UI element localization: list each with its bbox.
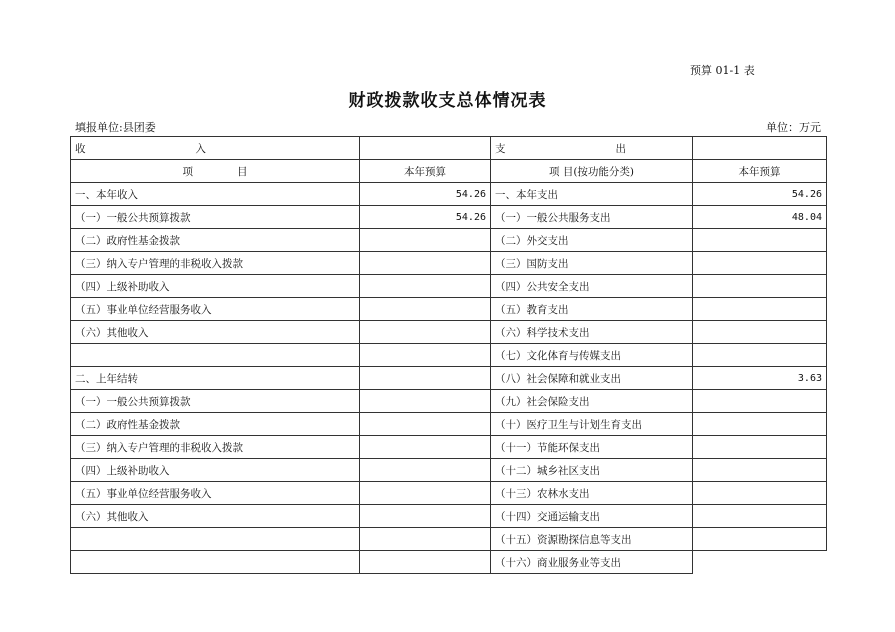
- income-item-cell: （一）一般公共预算拨款: [71, 206, 360, 229]
- income-budget-cell: [360, 528, 491, 551]
- expense-item-cell: （十）医疗卫生与计划生育支出: [491, 413, 693, 436]
- expense-budget-cell: [693, 252, 827, 275]
- expense-budget-cell: [693, 298, 827, 321]
- income-budget-cell: [360, 321, 491, 344]
- header-expense: [491, 137, 693, 160]
- expense-budget-cell: [693, 528, 827, 551]
- expense-budget-cell: [693, 390, 827, 413]
- expense-budget-cell: [693, 505, 827, 528]
- income-budget-cell: [360, 413, 491, 436]
- header-row-columns: [71, 160, 827, 183]
- header-income: [71, 137, 360, 160]
- budget-table: [70, 136, 827, 574]
- income-budget-cell: [360, 459, 491, 482]
- header-item-char2: 目: [237, 165, 248, 178]
- income-item-cell: （二）政府性基金拨款: [71, 413, 360, 436]
- expense-budget-cell: [693, 413, 827, 436]
- header-expense-char1: 支: [495, 142, 506, 155]
- expense-item-cell: （十一）节能环保支出: [491, 436, 693, 459]
- expense-budget-cell: 3.63: [693, 367, 827, 390]
- expense-budget-cell: [693, 275, 827, 298]
- expense-budget-cell: [693, 436, 827, 459]
- header-income-char1: 收: [75, 142, 86, 155]
- expense-item-cell: （十三）农林水支出: [491, 482, 693, 505]
- table-row: [71, 413, 827, 436]
- table-row: [71, 390, 827, 413]
- income-item-cell: [71, 528, 360, 551]
- income-budget-cell: [360, 298, 491, 321]
- table-row: [71, 298, 827, 321]
- header-item: [71, 160, 360, 183]
- currency-unit: 单位：万元: [766, 121, 821, 134]
- expense-item-cell: （十六）商业服务业等支出: [491, 551, 693, 574]
- table-row: [71, 367, 827, 390]
- table-row: [71, 206, 827, 229]
- table-row: [71, 482, 827, 505]
- expense-item-cell: （十四）交通运输支出: [491, 505, 693, 528]
- header-budget-2: 本年预算: [693, 160, 827, 183]
- header-expense-char2: 出: [615, 142, 626, 155]
- header-row-income-expense: [71, 137, 827, 160]
- table-row: [71, 459, 827, 482]
- income-item-cell: [71, 551, 360, 574]
- header-expense-blank: [693, 137, 827, 160]
- income-item-cell: （四）上级补助收入: [71, 459, 360, 482]
- expense-item-cell: 一、本年支出: [491, 183, 693, 206]
- expense-budget-cell: [693, 551, 827, 574]
- expense-item-cell: （三）国防支出: [491, 252, 693, 275]
- income-item-cell: （二）政府性基金拨款: [71, 229, 360, 252]
- filling-unit: 填报单位:县团委: [75, 121, 156, 134]
- income-item-cell: 二、上年结转: [71, 367, 360, 390]
- expense-budget-cell: [693, 459, 827, 482]
- expense-budget-cell: 54.26: [693, 183, 827, 206]
- table-row: [71, 229, 827, 252]
- form-number: 预算 01-1 表: [690, 64, 755, 77]
- income-item-cell: （三）纳入专户管理的非税收入拨款: [71, 252, 360, 275]
- income-budget-cell: 54.26: [360, 183, 491, 206]
- income-budget-cell: [360, 275, 491, 298]
- income-budget-cell: [360, 390, 491, 413]
- header-item-char1: 项: [182, 165, 193, 178]
- income-budget-cell: [360, 482, 491, 505]
- expense-budget-cell: [693, 229, 827, 252]
- header-income-char2: 入: [195, 142, 206, 155]
- table-row: [71, 528, 827, 551]
- income-budget-cell: [360, 436, 491, 459]
- expense-item-cell: （八）社会保障和就业支出: [491, 367, 693, 390]
- expense-budget-cell: 48.04: [693, 206, 827, 229]
- income-item-cell: （六）其他收入: [71, 505, 360, 528]
- table-row: [71, 275, 827, 298]
- income-item-cell: 一、本年收入: [71, 183, 360, 206]
- table-row: [71, 344, 827, 367]
- header-item-func: 项 目(按功能分类): [491, 160, 693, 183]
- expense-item-cell: （二）外交支出: [491, 229, 693, 252]
- table-row: [71, 505, 827, 528]
- header-income-blank: [360, 137, 491, 160]
- income-budget-cell: [360, 252, 491, 275]
- expense-item-cell: （九）社会保险支出: [491, 390, 693, 413]
- expense-budget-cell: [693, 344, 827, 367]
- income-budget-cell: [360, 367, 491, 390]
- income-item-cell: （五）事业单位经营服务收入: [71, 482, 360, 505]
- income-budget-cell: [360, 505, 491, 528]
- table-row: [71, 321, 827, 344]
- expense-item-cell: （七）文化体育与传媒支出: [491, 344, 693, 367]
- expense-item-cell: （六）科学技术支出: [491, 321, 693, 344]
- income-item-cell: （五）事业单位经营服务收入: [71, 298, 360, 321]
- table-row: [71, 551, 827, 574]
- income-item-cell: [71, 344, 360, 367]
- header-budget: 本年预算: [360, 160, 491, 183]
- income-budget-cell: [360, 229, 491, 252]
- page-title: 财政拨款收支总体情况表: [348, 91, 547, 111]
- income-budget-cell: 54.26: [360, 206, 491, 229]
- table-row: [71, 252, 827, 275]
- income-budget-cell: [360, 344, 491, 367]
- expense-item-cell: （一）一般公共服务支出: [491, 206, 693, 229]
- table-row: [71, 436, 827, 459]
- income-item-cell: （一）一般公共预算拨款: [71, 390, 360, 413]
- expense-item-cell: （十五）资源勘探信息等支出: [491, 528, 693, 551]
- income-item-cell: （四）上级补助收入: [71, 275, 360, 298]
- expense-item-cell: （四）公共安全支出: [491, 275, 693, 298]
- expense-budget-cell: [693, 321, 827, 344]
- income-item-cell: （三）纳入专户管理的非税收入拨款: [71, 436, 360, 459]
- income-budget-cell: [360, 551, 491, 574]
- table-row: [71, 183, 827, 206]
- income-item-cell: （六）其他收入: [71, 321, 360, 344]
- expense-item-cell: （五）教育支出: [491, 298, 693, 321]
- expense-budget-cell: [693, 482, 827, 505]
- expense-item-cell: （十二）城乡社区支出: [491, 459, 693, 482]
